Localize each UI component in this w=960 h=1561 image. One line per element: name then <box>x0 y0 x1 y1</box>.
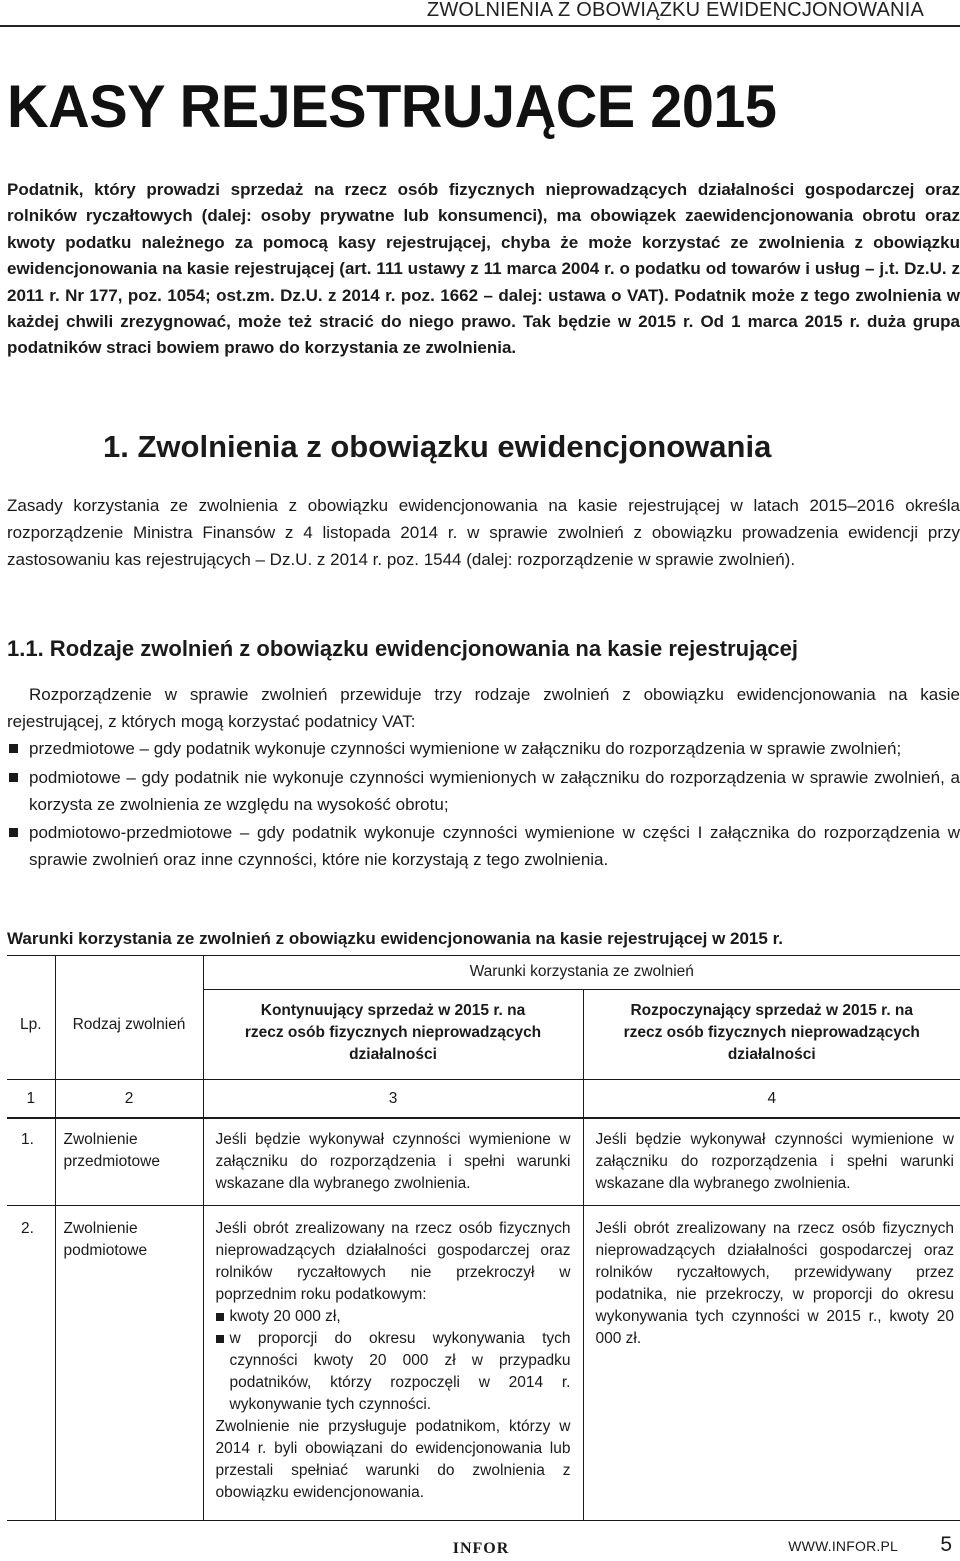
running-title: ZWOLNIENIA Z OBOWIĄZKU EWIDENCJONOWANIA <box>426 0 924 21</box>
header-group-label: Warunki korzystania ze zwolnień <box>469 963 694 980</box>
list-item-text: podmiotowo-przedmiotowe – gdy podatnik wykonuje czynności wymienione w części I załącznika do rozporządzenia w sprawie zwolnień oraz inne czynności, które nie korzystają z tego zwolnienia. <box>29 823 960 869</box>
section-1-1-intro <box>7 681 960 735</box>
cell-lp: 1. <box>21 1131 34 1148</box>
section-1-paragraph: Zasady korzystania ze zwolnienia z obowiązku ewidencjonowania na kasie rejestrującej w latach 2015–2016 określa rozporządzenie Ministra Finansów z 4 listopada 2014 r. w sprawie zwolnień z obowiązku prowadzenia ewidencji przy zastosowaniu kas rejestrujących – Dz.U. z 2014 r. poz. 1544 (dalej: rozporządzenie w sprawie zwolnień). <box>7 496 960 569</box>
cell-kontynuujacy-intro: Jeśli obrót zrealizowany na rzecz osób fizycznych nieprowadzących działalności gospodarczej oraz rolników ryczałtowych nie przekroczył w poprzednim roku podatkowym: <box>215 1220 571 1303</box>
header-lp-label: Lp. <box>19 1015 42 1033</box>
section-1-1-intro-text: Rozporządzenie w sprawie zwolnień przewiduje trzy rodzaje zwolnień z obowiązku ewidencjonowania na kasie rejestrującej, z których mogą korzystać podatnicy VAT: <box>7 685 960 731</box>
list-item <box>7 735 960 762</box>
header-kontynuujacy <box>203 990 583 1080</box>
list-item <box>7 764 960 818</box>
page-title: KASY REJESTRUJĄCE 2015 <box>7 73 777 140</box>
list-item-text: przedmiotowe – gdy podatnik wykonuje czynności wymienione w załączniku do rozporządzenia w sprawie zwolnień; <box>29 739 902 758</box>
list-item <box>7 819 960 873</box>
list-item-text: podmiotowe – gdy podatnik nie wykonuje czynności wymienionych w załączniku do rozporządzenia w sprawie zwolnień, a korzysta ze zwolnienia ze względu na wysokość obrotu; <box>29 767 960 814</box>
svg-text:INFOR: INFOR <box>452 1540 510 1557</box>
page-number: 5 <box>940 1533 952 1556</box>
list-item-text: w proporcji do okresu wykonywania tych czynności kwoty 20 000 zł w przypadku podatników, którzy rozpoczęli w 2014 r. wykonywanie tych czynności. <box>229 1330 571 1413</box>
bullet-square-icon <box>9 828 18 837</box>
header-group <box>203 956 960 990</box>
cell-rozpoczynajacy: Jeśli obrót zrealizowany na rzecz osób fizycznych nieprowadzących działalności gospodarczej oraz rolników ryczałtowych, przewidywany przez podatnika, nie przekroczy, w proporcji do okresu wykonywania tych czynności w 2015 r., kwoty 20 000 zł. <box>583 1206 960 1521</box>
list-item-text: kwoty 20 000 zł, <box>229 1308 341 1325</box>
header-rodzaj <box>55 956 203 1080</box>
exemption-types-list <box>7 735 960 875</box>
col-number: 1 <box>26 1090 36 1107</box>
cell-kontynuujacy: Jeśli będzie wykonywał czynności wymienione w załączniku do rozporządzenia i spełni warunki wskazane dla wybranego zwolnienia. <box>203 1118 583 1206</box>
cell-lp: 2. <box>21 1220 34 1237</box>
header-rodzaj-label: Rodzaj zwolnień <box>72 1015 186 1033</box>
section-1-1-heading: 1.1. Rodzaje zwolnień z obowiązku ewidencjonowania na kasie rejestrującej <box>7 636 799 661</box>
table-row <box>7 1206 960 1521</box>
header-rozpoczynajacy-label: Rozpoczynający sprzedaż w 2015 r. na rzecz osób fizycznych nieprowadzących działalności <box>623 1002 920 1063</box>
col-number: 3 <box>203 1080 583 1119</box>
cell-rodzaj: Zwolnienie przedmiotowe <box>55 1118 203 1206</box>
header-kontynuujacy-label: Kontynuujący sprzedaż w 2015 r. na rzecz osób fizycznych nieprowadzących działalności <box>244 1002 542 1063</box>
table-number-row <box>7 1080 960 1119</box>
header-rule <box>0 25 960 27</box>
table-row <box>7 1118 960 1206</box>
footer-url: WWW.INFOR.PL <box>788 1538 898 1554</box>
bullet-square-icon <box>216 1335 224 1343</box>
cell-rodzaj: Zwolnienie podmiotowe <box>55 1206 203 1521</box>
col-number: 2 <box>55 1080 203 1119</box>
cell-kontynuujacy <box>203 1206 583 1521</box>
list-item <box>216 1328 571 1416</box>
table-header-row <box>7 956 960 990</box>
infor-logo <box>437 1539 525 1557</box>
running-header <box>0 0 960 26</box>
col-number: 4 <box>583 1080 960 1119</box>
bullet-square-icon <box>9 744 18 753</box>
list-item <box>216 1306 571 1328</box>
section-1-heading: 1. Zwolnienia z obowiązku ewidencjonowania <box>103 429 772 464</box>
header-rozpoczynajacy <box>583 990 960 1080</box>
bullet-square-icon <box>9 773 18 782</box>
bullet-square-icon <box>216 1313 224 1321</box>
cell-rozpoczynajacy: Jeśli będzie wykonywał czynności wymienione w załączniku do rozporządzenia i spełni warunki wskazane dla wybranego zwolnienia. <box>583 1118 960 1206</box>
header-lp <box>7 956 55 1080</box>
cell-kontynuujacy-outro: Zwolnienie nie przysługuje podatnikom, którzy w 2014 r. byli obowiązani do ewidencjonowania lub przestali spełniać warunki do zwolnienia z obowiązku ewidencjonowania. <box>215 1418 571 1501</box>
conditions-table <box>7 955 960 1521</box>
lead-paragraph: Podatnik, który prowadzi sprzedaż na rzecz osób fizycznych nieprowadzących działalności gospodarczej oraz rolników ryczałtowych (dalej: osoby prywatne lub konsumenci), ma obowiązek zaewidencjonowania obrotu oraz kwoty podatku należnego za pomocą kasy rejestrującej, chyba że może korzystać ze zwolnienia z obowiązku ewidencjonowania na kasie rejestrującej (art. 111 ustawy z 11 marca 2004 r. o podatku od towarów i usług – j.t. Dz.U. z 2011 r. Nr 177, poz. 1054; ost.zm. Dz.U. z 2014 r. poz. 1662 – dalej: ustawa o VAT). Podatnik może z tego zwolnienia w każdej chwili zrezygnować, może też stracić do niego prawo. Tak będzie w 2015 r. Od 1 marca 2015 r. duża grupa podatników straci bowiem prawo do korzystania ze zwolnienia. <box>7 180 960 358</box>
table-caption: Warunki korzystania ze zwolnień z obowiązku ewidencjonowania na kasie rejestrującej w 2015 r. <box>7 929 783 948</box>
